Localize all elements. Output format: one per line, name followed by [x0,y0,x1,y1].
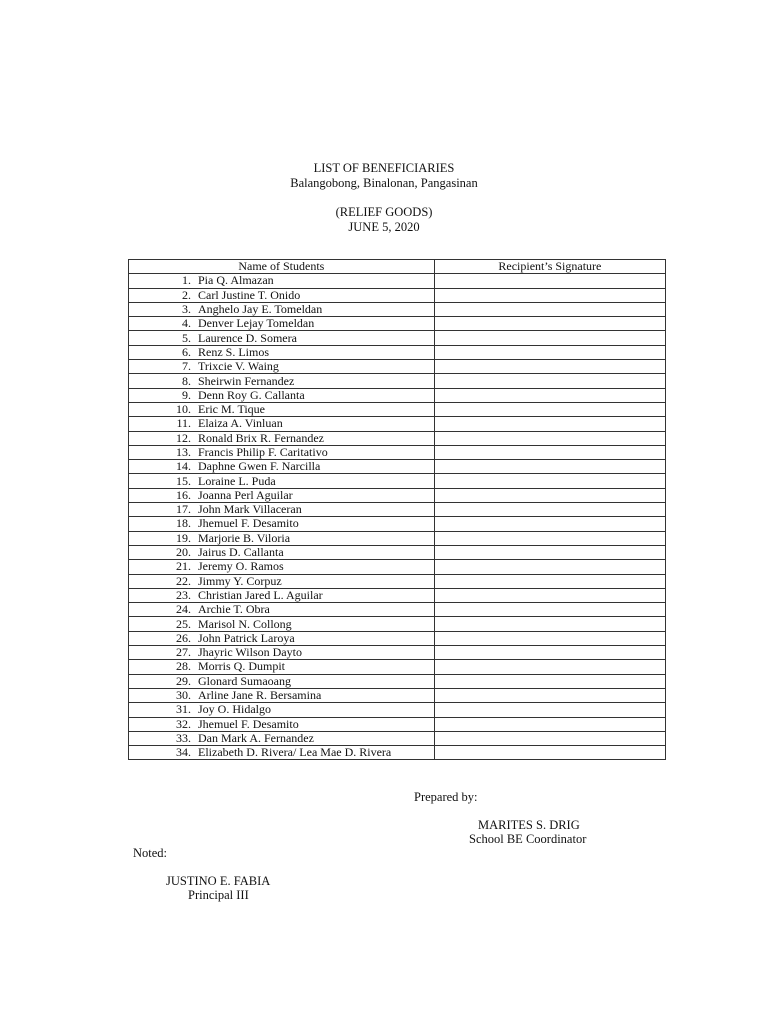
table-row [129,288,666,302]
student-name: Francis Philip F. Caritativo [198,445,328,459]
row-number: 12. [176,431,191,445]
row-number: 28. [176,659,191,674]
table-row [129,717,666,731]
student-name: Glonard Sumaoang [198,674,291,688]
row-number: 16. [176,488,191,502]
table-row [129,360,666,374]
row-number: 30. [176,688,191,703]
student-name-cell [129,545,435,559]
student-name-cell [129,574,435,588]
table-row [129,402,666,416]
student-name-cell [129,688,435,702]
table-row [129,460,666,474]
signature-cell[interactable] [434,331,665,345]
table-row [129,674,666,688]
row-number: 1. [182,273,191,288]
signature-cell[interactable] [434,374,665,388]
student-name: Arline Jane R. Bersamina [198,688,322,703]
student-name: Archie T. Obra [198,602,270,617]
signature-cell[interactable] [434,646,665,660]
noted-label: Noted: [133,846,168,860]
student-name: Elaiza A. Vinluan [198,416,283,431]
student-name-cell [129,560,435,574]
noter-name: JUSTINO E. FABIA [166,874,271,888]
row-number: 13. [176,445,191,459]
student-name: Denn Roy G. Callanta [198,388,305,402]
table-row [129,302,666,316]
signature-cell[interactable] [434,545,665,559]
document-category: (RELIEF GOODS) [335,205,433,219]
signature-cell[interactable] [434,674,665,688]
student-name: Jeremy O. Ramos [198,559,284,574]
signature-cell[interactable] [434,560,665,574]
student-name-cell [129,588,435,602]
table-row [129,731,666,745]
student-name-cell [129,474,435,488]
table-row [129,503,666,517]
row-number: 9. [182,388,191,402]
row-number: 6. [182,345,191,359]
row-number: 20. [176,545,191,560]
signature-cell[interactable] [434,603,665,617]
row-number: 19. [176,531,191,545]
student-name: Sheirwin Fernandez [198,373,295,388]
student-name-cell [129,288,435,302]
table-row [129,574,666,588]
preparer-name: MARITES S. DRIG [478,818,580,832]
signature-cell[interactable] [434,402,665,416]
signature-cell[interactable] [434,531,665,545]
row-number: 3. [182,302,191,317]
table-row [129,431,666,445]
row-number: 22. [176,574,191,588]
signature-cell[interactable] [434,503,665,517]
student-name: Laurence D. Somera [198,330,297,345]
student-name-cell [129,503,435,517]
student-name: Marjorie B. Viloria [198,531,291,545]
student-name: Loraine L. Puda [198,473,276,488]
row-number: 32. [176,717,191,731]
row-number: 31. [176,702,191,717]
signature-cell[interactable] [434,746,665,760]
student-name-cell [129,460,435,474]
preparer-title: School BE Coordinator [469,832,587,846]
student-name-cell [129,417,435,431]
student-name: John Patrick Laroya [198,631,295,645]
student-name: Jairus D. Callanta [198,545,284,560]
row-number: 25. [176,616,191,631]
row-number: 17. [176,502,191,517]
student-name-cell [129,631,435,645]
signature-cell[interactable] [434,688,665,702]
column-header-signature: Recipient’s Signature [434,260,665,274]
student-name: Pia Q. Almazan [198,273,274,288]
signature-cell[interactable] [434,460,665,474]
student-name: Morris Q. Dumpit [198,659,285,674]
student-name-cell [129,517,435,531]
student-name: Daphne Gwen F. Narcilla [198,459,321,474]
signature-cell[interactable] [434,317,665,331]
student-name: Carl Justine T. Onido [198,288,301,302]
table-row [129,317,666,331]
student-name: Jimmy Y. Corpuz [198,574,282,588]
table-row [129,688,666,702]
student-name: Jhemuel F. Desamito [198,516,299,531]
student-name-cell [129,488,435,502]
table-row [129,445,666,459]
student-name-cell [129,746,435,760]
row-number: 33. [176,731,191,745]
table-row [129,545,666,559]
student-name-cell [129,617,435,631]
student-name-cell [129,331,435,345]
signature-cell[interactable] [434,345,665,359]
student-name-cell [129,731,435,745]
row-number: 11. [176,416,191,431]
signature-cell[interactable] [434,388,665,402]
student-name: Jhemuel F. Desamito [198,717,299,731]
student-name-cell [129,703,435,717]
row-number: 23. [176,588,191,602]
student-name: Eric M. Tique [198,402,266,417]
signature-cell[interactable] [434,617,665,631]
document-date: JUNE 5, 2020 [348,220,420,234]
signature-cell[interactable] [434,517,665,531]
table-row [129,631,666,645]
signature-cell[interactable] [434,660,665,674]
row-number: 21. [176,559,191,574]
signature-cell[interactable] [434,731,665,745]
table-row [129,517,666,531]
student-name-cell [129,274,435,288]
student-name-cell [129,317,435,331]
signature-cell[interactable] [434,360,665,374]
signature-cell[interactable] [434,445,665,459]
student-name: Dan Mark A. Fernandez [198,731,314,745]
student-name-cell [129,388,435,402]
student-name: Christian Jared L. Aguilar [198,588,323,602]
column-header-name: Name of Students [129,260,435,274]
row-number: 5. [182,330,191,345]
student-name-cell [129,345,435,359]
document-header [0,161,768,235]
signature-cell[interactable] [434,631,665,645]
student-name: Anghelo Jay E. Tomeldan [198,302,323,317]
student-name-cell [129,674,435,688]
table-row [129,388,666,402]
student-name-cell [129,431,435,445]
table-row [129,531,666,545]
signature-cell[interactable] [434,703,665,717]
student-name: Trixcie V. Waing [198,359,279,374]
student-name: Ronald Brix R. Fernandez [198,431,324,445]
signature-cell[interactable] [434,274,665,288]
table-row [129,417,666,431]
student-name-cell [129,660,435,674]
signature-cell[interactable] [434,431,665,445]
student-name: Joanna Perl Aguilar [198,488,293,502]
document-location: Balangobong, Binalonan, Pangasinan [290,176,478,190]
table-row [129,374,666,388]
table-row [129,703,666,717]
table-row [129,646,666,660]
row-number: 2. [182,288,191,302]
student-name-cell [129,360,435,374]
student-name-cell [129,717,435,731]
row-number: 15. [176,473,191,488]
student-name-cell [129,646,435,660]
student-name: Marisol N. Collong [198,616,292,631]
row-number: 26. [176,631,191,645]
signature-cell[interactable] [434,302,665,316]
signature-cell[interactable] [434,717,665,731]
table-row [129,660,666,674]
student-name: Renz S. Limos [198,345,269,359]
table-header-row [129,260,666,274]
table-row [129,617,666,631]
row-number: 8. [182,373,191,388]
student-name: Denver Lejay Tomeldan [198,316,315,331]
student-name: Jhayric Wilson Dayto [198,645,302,660]
table-row [129,603,666,617]
row-number: 10. [176,402,191,417]
signature-cell[interactable] [434,588,665,602]
signature-cell[interactable] [434,488,665,502]
signature-cell[interactable] [434,474,665,488]
row-number: 24. [176,602,191,617]
student-name: John Mark Villaceran [198,502,302,517]
table-row [129,588,666,602]
student-name: Elizabeth D. Rivera/ Lea Mae D. Rivera [198,745,392,760]
row-number: 4. [182,316,191,331]
document-title: LIST OF BENEFICIARIES [313,161,455,175]
row-number: 14. [176,459,191,474]
noter-title: Principal III [188,888,249,902]
table-row [129,746,666,760]
table-row [129,488,666,502]
signature-cell[interactable] [434,417,665,431]
table-row [129,474,666,488]
student-name-cell [129,445,435,459]
student-name: Joy O. Hidalgo [198,702,271,717]
row-number: 7. [182,359,191,374]
table-row [129,331,666,345]
signature-cell[interactable] [434,574,665,588]
row-number: 27. [176,645,191,660]
signature-cell[interactable] [434,288,665,302]
table-row [129,274,666,288]
row-number: 34. [176,745,191,760]
student-name-cell [129,603,435,617]
student-name-cell [129,531,435,545]
table-row [129,560,666,574]
row-number: 29. [176,674,191,688]
student-name-cell [129,374,435,388]
table-row [129,345,666,359]
row-number: 18. [176,516,191,531]
prepared-by-label: Prepared by: [414,790,478,804]
student-name-cell [129,402,435,416]
student-name-cell [129,302,435,316]
beneficiaries-table [128,259,666,760]
